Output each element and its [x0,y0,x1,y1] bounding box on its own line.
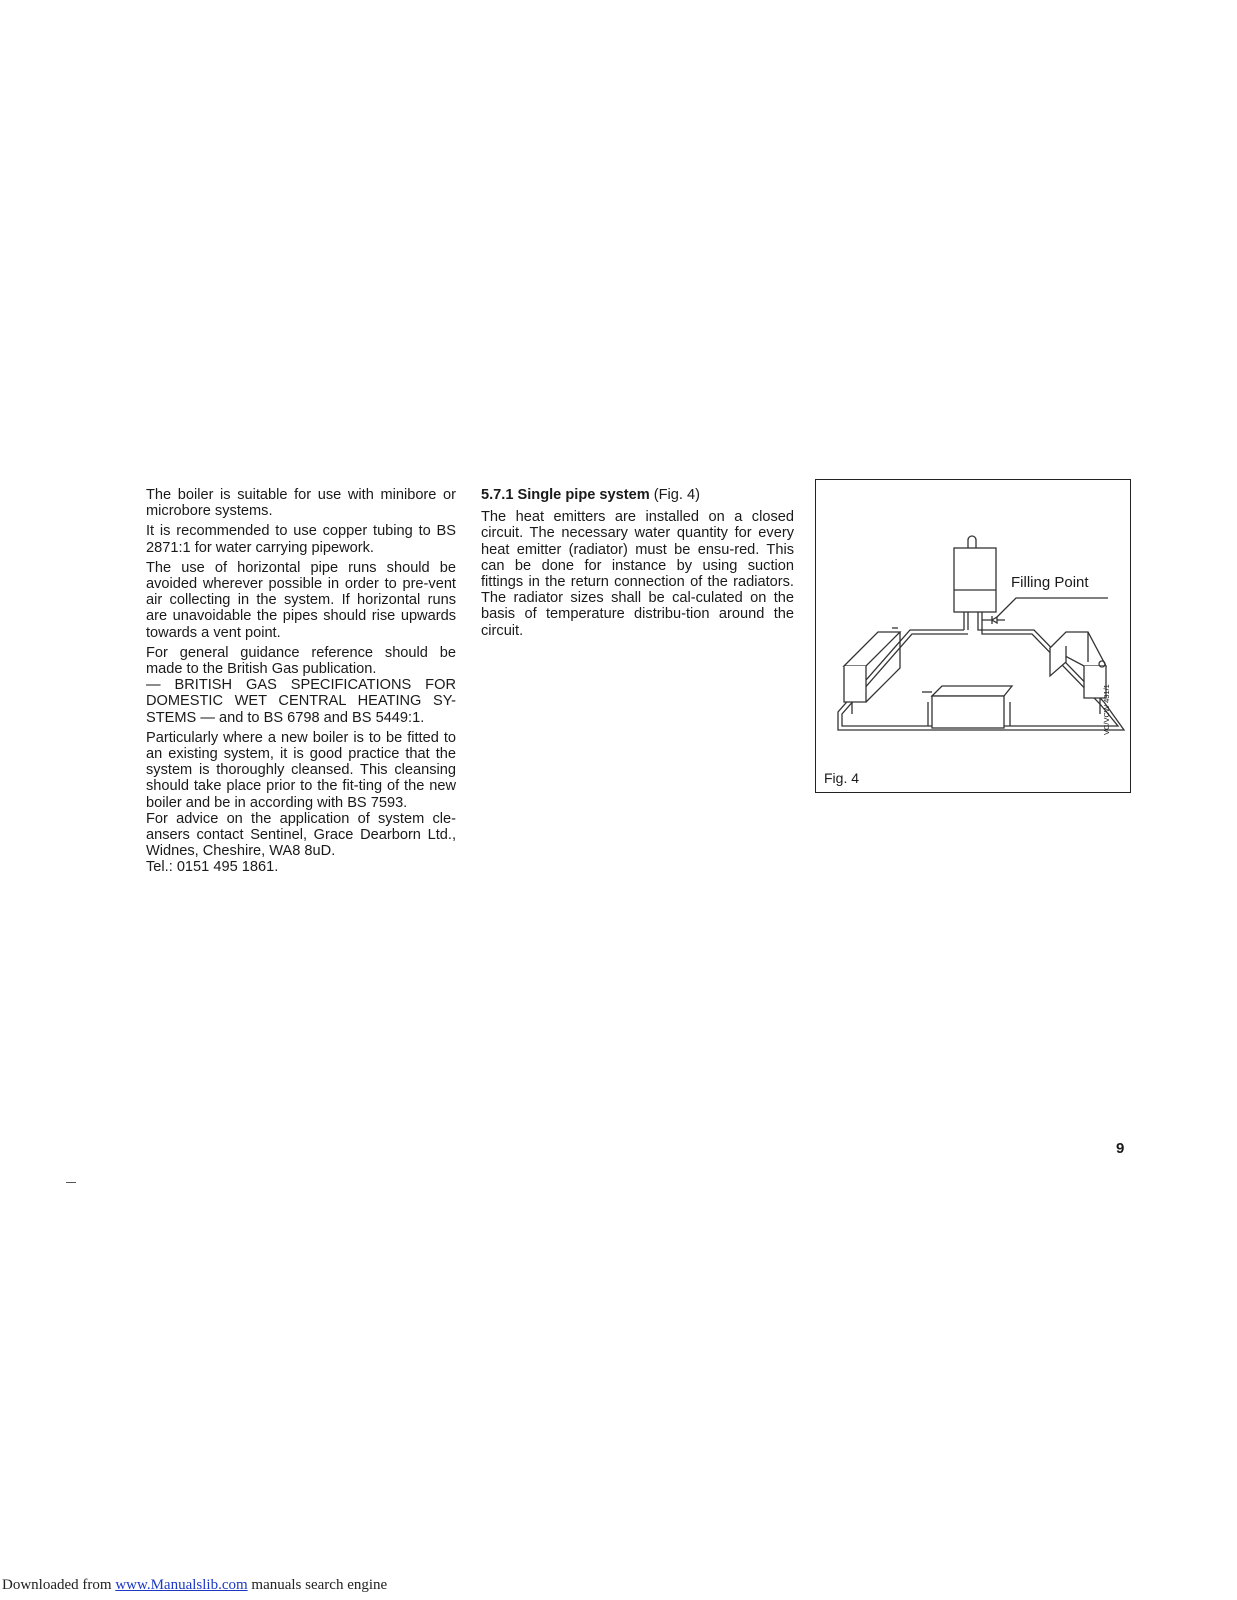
manualslib-link[interactable]: www.Manualslib.com [115,1577,248,1593]
footer-prefix: Downloaded from [2,1577,116,1593]
figure-4 [815,479,1131,793]
paragraph-specifications: — BRITISH GAS SPECIFICATIONS FOR DOMESTIC WET CENTRAL HEATING SY-STEMS — and to BS 6798 and BS 5449:1. [146,677,456,726]
footer-suffix: manuals search engine [247,1577,388,1593]
section-heading [481,487,794,503]
section-body: The heat emitters are installed on a closed circuit. The necessary water quantity for every heat emitter (radiator) must be ensu-red. This can be done for instance by using suction fittings in the return connection of the radiators. The radiator sizes shall be cal-culated on the basis of temperature distribu-tion around the circuit. [481,509,794,639]
filling-point-label: Filling Point [1011,574,1089,591]
paragraph-systems: The boiler is suitable for use with minibore or microbore systems. [146,487,456,520]
paragraph-guidance: For general guidance reference should be made to the British Gas publication. [146,644,456,678]
middle-text-column [481,487,794,643]
page-number: 9 [1116,1140,1125,1157]
figure-label: Fig. 4 [824,770,860,786]
margin-mark [66,1182,76,1183]
figure-code: VC/VCW 431/1 [1102,684,1111,735]
paragraph-telephone: Tel.: 0151 495 1861. [146,859,279,876]
paragraph-copper-tubing: It is recommended to use copper tubing to BS 2871:1 for water carrying pipework. [146,523,456,556]
paragraph-cleansing: Particularly where a new boiler is to be fitted to an existing system, it is good practice that the system is thoroughly cleansed. This cleansing should take place prior to the fit-ting of the new boiler and be in according with BS 7593. [146,729,456,811]
paragraph-horizontal-runs: The use of horizontal pipe runs should be avoided wherever possible in order to pre-vent air collecting in the system. If horizontal runs are unavoidable the pipes should rise upwards towards a vent point. [146,559,456,641]
single-pipe-system-diagram [816,480,1132,794]
section-fig-ref: (Fig. 4) [653,487,700,503]
footer [2,1577,387,1594]
section-title: 5.7.1 Single pipe system [481,487,650,503]
left-text-column [146,487,456,876]
paragraph-advice: For advice on the application of system cle-ansers contact Sentinel, Grace Dearborn Ltd., Widnes, Cheshire, WA8 8uD. [146,810,456,860]
